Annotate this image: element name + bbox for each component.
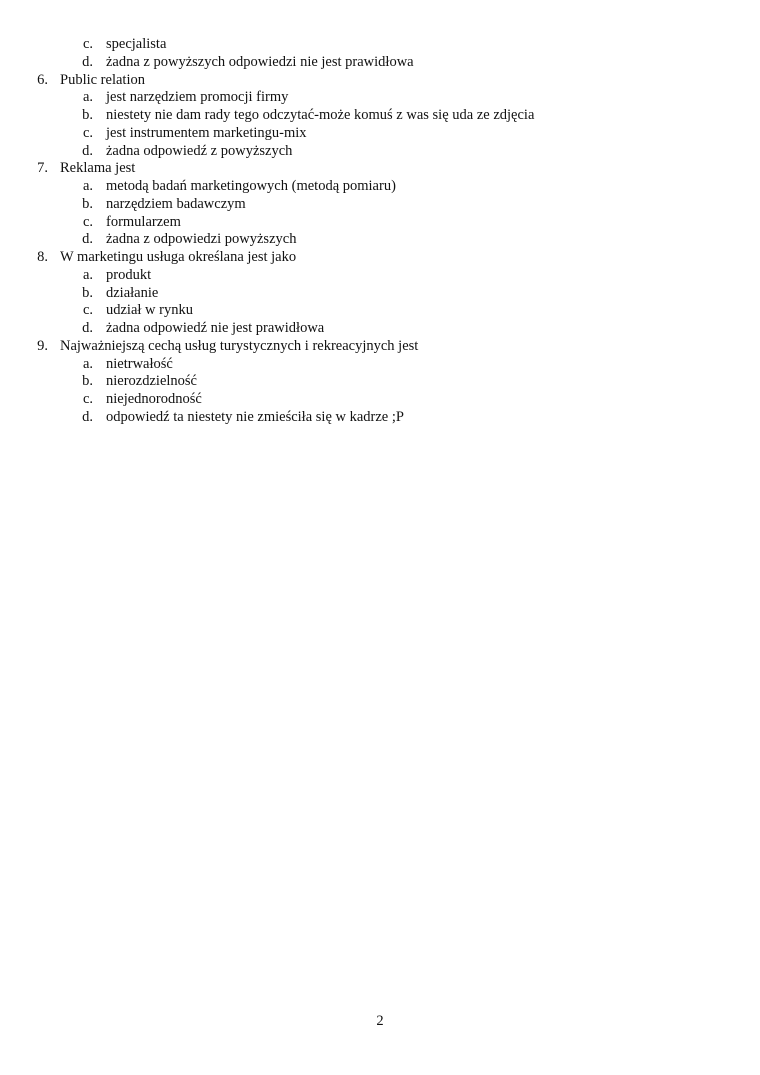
question-item <box>0 249 760 267</box>
option-letter: c. <box>82 124 93 141</box>
option-letter: c. <box>82 302 93 319</box>
option-text: odpowiedź ta niestety nie zmieściła się w kadrze ;P <box>106 408 404 425</box>
option-text: żadna z odpowiedzi powyższych <box>106 231 297 248</box>
option-text: żadna odpowiedź nie jest prawidłowa <box>106 320 325 336</box>
option-item <box>0 391 760 409</box>
question-text: Najważniejszą cechą usług turystycznych i rekreacyjnych jest <box>60 337 419 354</box>
option-text: jest instrumentem marketingu-mix <box>106 124 307 141</box>
option-letter: a. <box>82 355 93 372</box>
option-item <box>0 54 760 72</box>
question-number: 9. <box>37 337 48 354</box>
option-letter: a. <box>82 89 93 106</box>
question-text: Public relation <box>60 71 145 88</box>
option-text: nierozdzielność <box>106 373 197 390</box>
option-letter: b. <box>82 195 93 212</box>
question-number: 8. <box>37 249 48 265</box>
option-item <box>0 196 760 214</box>
option-letter: c. <box>82 36 93 52</box>
option-letter: d. <box>82 142 93 159</box>
question-item <box>0 160 760 178</box>
option-letter: c. <box>82 391 93 407</box>
option-text: żadna z powyższych odpowiedzi nie jest prawidłowa <box>106 53 414 70</box>
option-item <box>0 267 760 285</box>
option-letter: a. <box>82 178 93 194</box>
option-text: niejednorodność <box>106 391 202 407</box>
option-letter: b. <box>82 107 93 123</box>
question-text: Reklama jest <box>60 160 136 177</box>
option-item <box>0 302 760 320</box>
option-item <box>0 285 760 303</box>
option-text: działanie <box>106 284 159 301</box>
option-text: udział w rynku <box>106 302 193 319</box>
option-text: produkt <box>106 266 152 283</box>
option-item <box>0 320 760 338</box>
page-number: 2 <box>376 1013 384 1029</box>
option-letter: d. <box>82 320 93 336</box>
question-number: 7. <box>37 160 48 177</box>
option-text: narzędziem badawczym <box>106 195 246 212</box>
option-item <box>0 36 760 54</box>
option-item <box>0 107 760 125</box>
option-item <box>0 178 760 196</box>
question-item <box>0 338 760 356</box>
option-item <box>0 409 760 427</box>
option-text: formularzem <box>106 213 181 230</box>
option-letter: b. <box>82 284 93 301</box>
option-item <box>0 89 760 107</box>
option-text: metodą badań marketingowych (metodą pomiaru) <box>106 178 396 194</box>
option-text: niestety nie dam rady tego odczytać-może komuś z was się uda ze zdjęcia <box>106 107 535 123</box>
option-text: specjalista <box>106 36 167 52</box>
question-text: W marketingu usługa określana jest jako <box>60 249 297 265</box>
option-letter: b. <box>82 373 93 390</box>
option-letter: d. <box>82 231 93 248</box>
question-item <box>0 72 760 90</box>
document-body <box>0 36 760 427</box>
option-item <box>0 214 760 232</box>
option-letter: d. <box>82 53 93 70</box>
option-text: nietrwałość <box>106 355 173 372</box>
option-letter: c. <box>82 213 93 230</box>
option-letter: a. <box>82 266 93 283</box>
option-item <box>0 143 760 161</box>
option-letter: d. <box>82 408 93 425</box>
question-number: 6. <box>37 71 48 88</box>
option-item <box>0 125 760 143</box>
option-text: żadna odpowiedź z powyższych <box>106 142 293 159</box>
option-item <box>0 231 760 249</box>
option-item <box>0 356 760 374</box>
option-item <box>0 373 760 391</box>
option-text: jest narzędziem promocji firmy <box>106 89 289 106</box>
